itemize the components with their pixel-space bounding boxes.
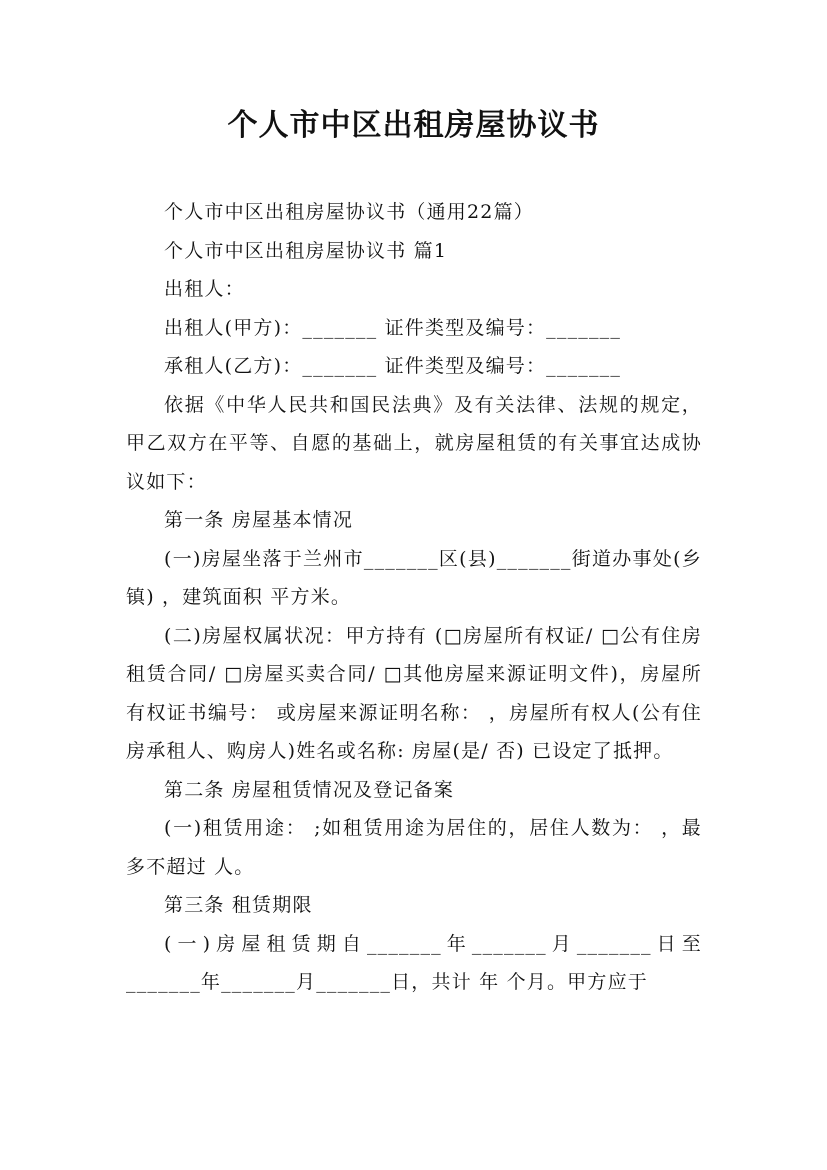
- paragraph-article-1-item-2: (二)房屋权属状况：甲方持有 (□房屋所有权证/ □公有住房租赁合同/ □房屋买卖合同/ □其他房屋来源证明文件)，房屋所有权证书编号： 或房屋来源证明名称： ，房屋所有权人(公有住房承租人、购房人)姓名或名称: 房屋(是/ 否) 已设定了抵押。: [126, 624, 702, 762]
- paragraph-article-3-heading: 第三条 租赁期限: [164, 894, 313, 916]
- paragraph-article-1-item-1: (一)房屋坐落于兰州市_______区(县)_______街道办事处(乡镇) ，建筑面积 平方米。: [126, 547, 702, 608]
- paragraph-article-1-heading: 第一条 房屋基本情况: [164, 509, 354, 531]
- paragraph-article-2-item-1: (一)租赁用途： ;如租赁用途为居住的，居住人数为： ，最多不超过 人。: [126, 817, 702, 878]
- paragraph-party-a: 出租人(甲方)：_______ 证件类型及编号：_______: [164, 316, 622, 339]
- paragraph-party-b: 承租人(乙方)：_______ 证件类型及编号：_______: [164, 355, 622, 377]
- document-body: [126, 193, 702, 1002]
- paragraph-article-2-heading: 第二条 房屋租赁情况及登记备案: [164, 778, 455, 801]
- paragraph-section-heading: 个人市中区出租房屋协议书 篇1: [164, 239, 448, 262]
- paragraph-preamble: 依据《中华人民共和国民法典》及有关法律、法规的规定，甲乙双方在平等、自愿的基础上，就房屋租赁的有关事宜达成协议如下：: [126, 393, 702, 493]
- paragraph-collection-title: 个人市中区出租房屋协议书（通用22篇）: [164, 201, 534, 223]
- paragraph-lessor-label: 出租人：: [164, 278, 245, 300]
- paragraph-article-3-item-1: (一)房屋租赁期自_______年_______月_______日至_______年_______月_______日，共计 年 个月。甲方应于: [126, 932, 702, 993]
- document-title: 个人市中区出租房屋协议书: [227, 108, 600, 143]
